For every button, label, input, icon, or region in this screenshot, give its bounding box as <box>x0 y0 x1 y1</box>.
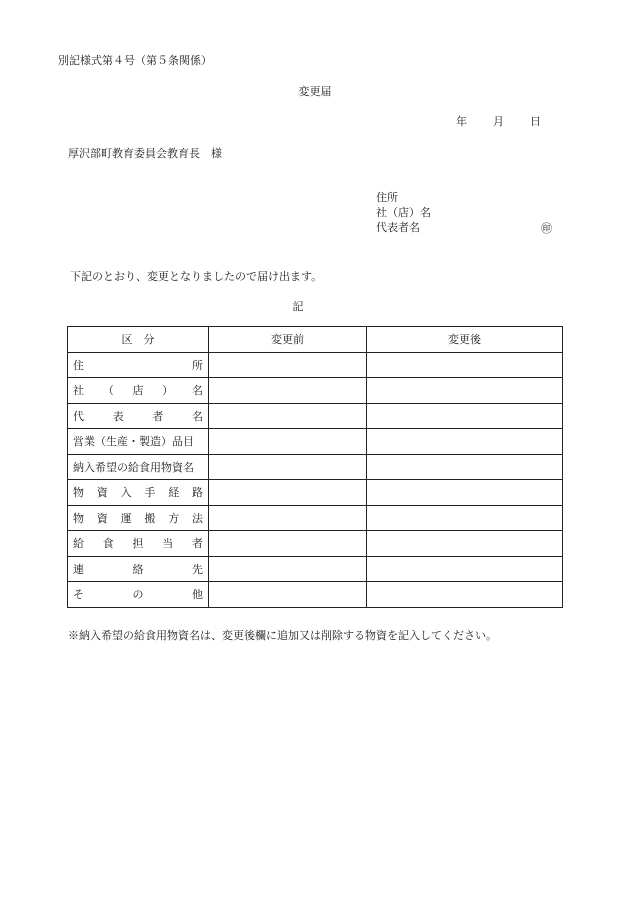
value-cell-after[interactable] <box>367 480 563 506</box>
table-row <box>68 531 563 557</box>
date-line <box>456 113 541 129</box>
row-label-cell <box>68 403 209 429</box>
value-cell-after[interactable] <box>367 403 563 429</box>
row-label-part: 他 <box>192 588 203 602</box>
row-label-part: 担 <box>132 537 144 551</box>
row-label-part: 納入希望の給食用物資名 <box>73 460 194 474</box>
table-header-row <box>68 327 563 353</box>
row-label-part: 給 <box>73 537 84 551</box>
ki-heading: 記 <box>292 300 304 313</box>
value-cell-before[interactable] <box>209 556 367 582</box>
row-label-part: 路 <box>191 486 203 500</box>
row-label-part: 先 <box>192 562 203 576</box>
row-label-cell <box>68 480 209 506</box>
row-label-part: 法 <box>191 511 203 525</box>
row-label-cell <box>68 556 209 582</box>
row-label-part: 方 <box>168 511 180 525</box>
value-cell-before[interactable] <box>209 531 367 557</box>
row-label-part: 表 <box>112 409 124 423</box>
sender-company-label: 社（店）名 <box>376 206 431 219</box>
table-row <box>68 454 563 480</box>
value-cell-before[interactable] <box>209 403 367 429</box>
table-row <box>68 429 563 455</box>
row-label-part: 食 <box>102 537 114 551</box>
row-label-cell <box>68 582 209 608</box>
row-label-cell <box>68 378 209 404</box>
document-title: 変更届 <box>298 85 332 98</box>
row-label-part: 資 <box>96 486 108 500</box>
table-row <box>68 505 563 531</box>
seal-mark: ㊞ <box>541 222 552 235</box>
table-row <box>68 352 563 378</box>
header-before: 変更前 <box>209 327 367 353</box>
table-row <box>68 582 563 608</box>
row-label-part: 名 <box>192 384 203 398</box>
row-label-part: 入 <box>120 486 132 500</box>
row-label-cell <box>68 531 209 557</box>
row-label-part: 物 <box>73 486 84 500</box>
sender-representative-label: 代表者名 <box>376 221 420 234</box>
row-label-part: 店 <box>132 384 144 398</box>
value-cell-before[interactable] <box>209 454 367 480</box>
row-label-part: 所 <box>192 358 203 372</box>
row-label-part: 手 <box>144 486 156 500</box>
row-label-part: 当 <box>162 537 174 551</box>
row-label-part: 資 <box>96 511 108 525</box>
row-label-part: 物 <box>73 511 84 525</box>
date-year-label: 年 <box>456 115 467 128</box>
row-label-cell <box>68 454 209 480</box>
row-label-part: そ <box>73 588 84 602</box>
row-label-part: 者 <box>192 537 203 551</box>
table-row <box>68 378 563 404</box>
value-cell-after[interactable] <box>367 556 563 582</box>
row-label-part: 名 <box>191 409 203 423</box>
value-cell-after[interactable] <box>367 505 563 531</box>
row-label-part: 運 <box>120 511 132 525</box>
table-row <box>68 403 563 429</box>
row-label-cell <box>68 352 209 378</box>
value-cell-after[interactable] <box>367 454 563 480</box>
row-label-cell <box>68 505 209 531</box>
row-label-part: の <box>132 588 144 602</box>
header-after: 変更後 <box>367 327 563 353</box>
row-label-part: 絡 <box>132 562 144 576</box>
value-cell-before[interactable] <box>209 378 367 404</box>
table-row <box>68 556 563 582</box>
row-label-part: 者 <box>152 409 164 423</box>
row-label-part: ） <box>162 384 174 398</box>
row-label-part: 搬 <box>144 511 156 525</box>
value-cell-after[interactable] <box>367 531 563 557</box>
row-label-part: 連 <box>73 562 84 576</box>
sender-block <box>376 190 431 235</box>
footnote: ※納入希望の給食用物資名は、変更後欄に追加又は削除する物資を記入してください。 <box>68 629 497 642</box>
value-cell-after[interactable] <box>367 378 563 404</box>
addressee: 厚沢部町教育委員会教育長 様 <box>68 147 222 160</box>
row-label-part: 代 <box>73 409 84 423</box>
change-table <box>67 326 563 608</box>
row-label-part: 経 <box>168 486 180 500</box>
value-cell-before[interactable] <box>209 582 367 608</box>
sender-address-label: 住所 <box>376 191 398 204</box>
statement: 下記のとおり、変更となりましたので届け出ます。 <box>70 270 323 283</box>
row-label-part: 社 <box>73 384 84 398</box>
value-cell-before[interactable] <box>209 352 367 378</box>
form-number: 別記様式第４号（第５条関係） <box>58 54 212 67</box>
value-cell-after[interactable] <box>367 582 563 608</box>
row-label-part: 営業（生産・製造）品目 <box>73 435 194 449</box>
header-category: 区 分 <box>68 327 209 353</box>
row-label-cell <box>68 429 209 455</box>
table-row <box>68 480 563 506</box>
value-cell-after[interactable] <box>367 429 563 455</box>
row-label-part: 住 <box>73 358 84 372</box>
row-label-part: （ <box>102 384 114 398</box>
date-month-label: 月 <box>493 115 504 128</box>
value-cell-before[interactable] <box>209 480 367 506</box>
value-cell-before[interactable] <box>209 429 367 455</box>
date-day-label: 日 <box>530 115 541 128</box>
value-cell-after[interactable] <box>367 352 563 378</box>
value-cell-before[interactable] <box>209 505 367 531</box>
